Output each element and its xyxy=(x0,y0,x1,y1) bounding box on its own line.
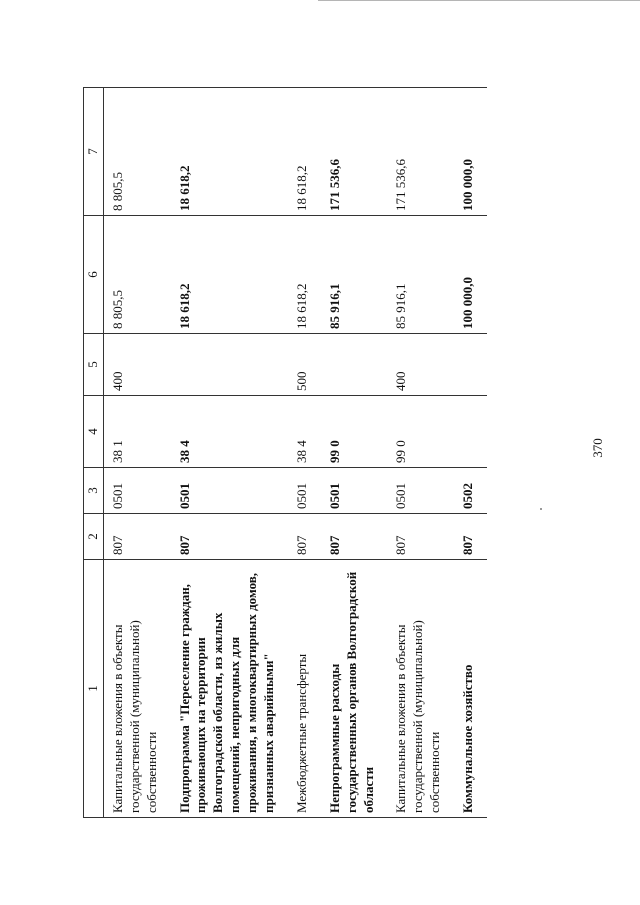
row-name: Непрограммные расходы государственных органов Волгоградской области xyxy=(321,560,388,818)
cell-target-code: 99 0 xyxy=(387,396,454,468)
cell-ministry-code: 807 xyxy=(321,514,388,560)
cell-amount-6: 85 916,1 xyxy=(321,216,388,334)
cell-expense-type xyxy=(321,334,388,396)
cell-section-code: 0501 xyxy=(321,468,388,514)
column-header: 3 xyxy=(84,468,104,514)
column-header: 1 xyxy=(84,560,104,818)
cell-section-code: 0501 xyxy=(103,468,170,514)
cell-ministry-code: 807 xyxy=(387,514,454,560)
table-row xyxy=(454,88,487,818)
row-name: Капитальные вложения в объекты государственной (муниципальной) собственности xyxy=(387,560,454,818)
cell-ministry-code: 807 xyxy=(103,514,170,560)
cell-amount-7: 8 805,5 xyxy=(103,88,170,216)
table-row xyxy=(288,88,321,818)
cell-target-code: 38 4 xyxy=(288,396,321,468)
column-header: 4 xyxy=(84,396,104,468)
cell-section-code: 0501 xyxy=(387,468,454,514)
rotated-table-container xyxy=(83,88,563,818)
page-number: 370 xyxy=(590,438,605,458)
cell-amount-7: 171 536,6 xyxy=(387,88,454,216)
cell-expense-type: 400 xyxy=(387,334,454,396)
cell-amount-7: 100 000,0 xyxy=(454,88,487,216)
column-header: 6 xyxy=(84,216,104,334)
cell-amount-7: 18 618,2 xyxy=(171,88,288,216)
row-name: Капитальные вложения в объекты государственной (муниципальной) собственности xyxy=(103,560,170,818)
table-row xyxy=(103,88,170,818)
column-header: 7 xyxy=(84,88,104,216)
cell-expense-type: 400 xyxy=(103,334,170,396)
cell-section-code: 0501 xyxy=(171,468,288,514)
cell-amount-7: 18 618,2 xyxy=(288,88,321,216)
cell-amount-6: 85 916,1 xyxy=(387,216,454,334)
budget-table xyxy=(83,87,487,818)
table-header-row xyxy=(84,88,104,818)
column-header: 2 xyxy=(84,514,104,560)
cell-target-code: 38 4 xyxy=(171,396,288,468)
cell-section-code: 0502 xyxy=(454,468,487,514)
cell-expense-type: 500 xyxy=(288,334,321,396)
cell-ministry-code: 807 xyxy=(288,514,321,560)
row-name: Подпрограмма "Переселение граждан, проживающих на территории Волгоградской области, из жилых помещений, непригодных для проживания, и многоквартирных домов, признанных аварийными" xyxy=(171,560,288,818)
row-name: Межбюджетные трансферты xyxy=(288,560,321,818)
cell-amount-6: 8 805,5 xyxy=(103,216,170,334)
cell-amount-6: 100 000,0 xyxy=(454,216,487,334)
table-row xyxy=(387,88,454,818)
cell-section-code: 0501 xyxy=(288,468,321,514)
cell-target-code xyxy=(454,396,487,468)
table-row xyxy=(321,88,388,818)
cell-ministry-code: 807 xyxy=(454,514,487,560)
column-header: 5 xyxy=(84,334,104,396)
scan-edge-line xyxy=(318,0,640,1)
cell-target-code: 99 0 xyxy=(321,396,388,468)
cell-amount-7: 171 536,6 xyxy=(321,88,388,216)
cell-target-code: 38 1 xyxy=(103,396,170,468)
cell-amount-6: 18 618,2 xyxy=(288,216,321,334)
cell-amount-6: 18 618,2 xyxy=(171,216,288,334)
cell-expense-type xyxy=(454,334,487,396)
table-row xyxy=(171,88,288,818)
row-name: Коммунальное хозяйство xyxy=(454,560,487,818)
cell-ministry-code: 807 xyxy=(171,514,288,560)
cell-expense-type xyxy=(171,334,288,396)
